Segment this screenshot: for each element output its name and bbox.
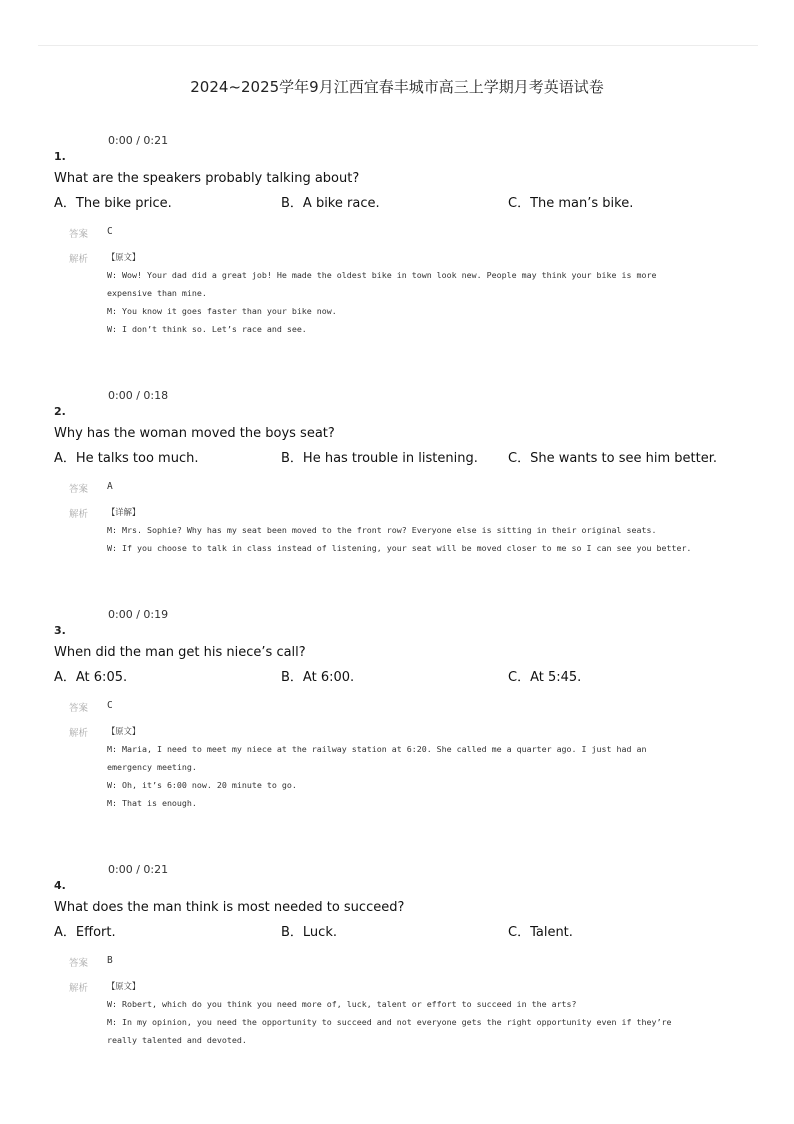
- option-b: B．Luck.: [281, 925, 337, 940]
- answer-label: 答案: [69, 958, 89, 969]
- analysis-line: M: That is enough.: [107, 798, 197, 808]
- analysis-label: 解析: [69, 254, 89, 265]
- top-divider: [38, 45, 758, 46]
- analysis-line: really talented and devoted.: [107, 1035, 247, 1045]
- question-number: 3.: [54, 624, 66, 637]
- answer-label: 答案: [69, 229, 89, 240]
- answer-label: 答案: [69, 484, 89, 495]
- analysis-text: [107, 977, 747, 1049]
- analysis-line: M: Maria, I need to meet my niece at the railway station at 6:20. She called me a quarter ago. I just had an: [107, 744, 647, 754]
- analysis-line: emergency meeting.: [107, 762, 197, 772]
- question-number: 2.: [54, 405, 66, 418]
- answer-value: B: [107, 955, 113, 966]
- answer-value: C: [107, 700, 113, 711]
- question-stem: What does the man think is most needed to succeed?: [54, 900, 405, 915]
- analysis-line: W: Wow! Your dad did a great job! He made the oldest bike in town look new. People may think your bike is more: [107, 270, 657, 280]
- audio-player[interactable]: 0:00 / 0:18: [108, 389, 169, 402]
- analysis-label: 解析: [69, 983, 89, 994]
- audio-player[interactable]: 0:00 / 0:19: [108, 608, 169, 621]
- option-a: A．He talks too much.: [54, 451, 199, 466]
- question-stem: Why has the woman moved the boys seat?: [54, 426, 335, 441]
- analysis-text: [107, 503, 747, 557]
- option-a: A．Effort.: [54, 925, 116, 940]
- page-title: 2024~2025学年9月江西宜春丰城市高三上学期月考英语试卷: [190, 78, 604, 96]
- option-c: C．The man’s bike.: [508, 196, 634, 211]
- analysis-line: M: You know it goes faster than your bike now.: [107, 306, 337, 316]
- audio-player[interactable]: 0:00 / 0:21: [108, 863, 169, 876]
- option-a: A．The bike price.: [54, 196, 172, 211]
- analysis-line: W: If you choose to talk in class instead of listening, your seat will be moved closer to me so I can see you better.: [107, 543, 692, 553]
- analysis-line: M: Mrs. Sophie? Why has my seat been moved to the front row? Everyone else is sitting in their original seats.: [107, 525, 657, 535]
- answer-value: C: [107, 226, 113, 237]
- audio-player[interactable]: 0:00 / 0:21: [108, 134, 169, 147]
- question-stem: When did the man get his niece’s call?: [54, 645, 306, 660]
- answer-value: A: [107, 481, 113, 492]
- question-stem: What are the speakers probably talking about?: [54, 171, 360, 186]
- analysis-line: W: Robert, which do you think you need more of, luck, talent or effort to succeed in the arts?: [107, 999, 577, 1009]
- analysis-text: [107, 248, 747, 338]
- analysis-line: expensive than mine.: [107, 288, 207, 298]
- analysis-line: W: I don’t think so. Let’s race and see.: [107, 324, 307, 334]
- analysis-line: 【原文】: [107, 726, 141, 736]
- option-c: C．She wants to see him better.: [508, 451, 717, 466]
- option-c: C．At 5:45.: [508, 670, 582, 685]
- analysis-line: 【原文】: [107, 981, 141, 991]
- analysis-line: 【原文】: [107, 252, 141, 262]
- option-c: C．Talent.: [508, 925, 573, 940]
- option-b: B．A bike race.: [281, 196, 380, 211]
- option-b: B．At 6:00.: [281, 670, 355, 685]
- option-a: A．At 6:05.: [54, 670, 128, 685]
- question-number: 4.: [54, 879, 66, 892]
- analysis-label: 解析: [69, 728, 89, 739]
- answer-label: 答案: [69, 703, 89, 714]
- analysis-label: 解析: [69, 509, 89, 520]
- analysis-line: W: Oh, it’s 6:00 now. 20 minute to go.: [107, 780, 297, 790]
- analysis-text: [107, 722, 747, 812]
- analysis-line: M: In my opinion, you need the opportunity to succeed and not everyone gets the right opportunity even if they’re: [107, 1017, 672, 1027]
- option-b: B．He has trouble in listening.: [281, 451, 478, 466]
- analysis-line: 【详解】: [107, 507, 141, 517]
- question-number: 1.: [54, 150, 66, 163]
